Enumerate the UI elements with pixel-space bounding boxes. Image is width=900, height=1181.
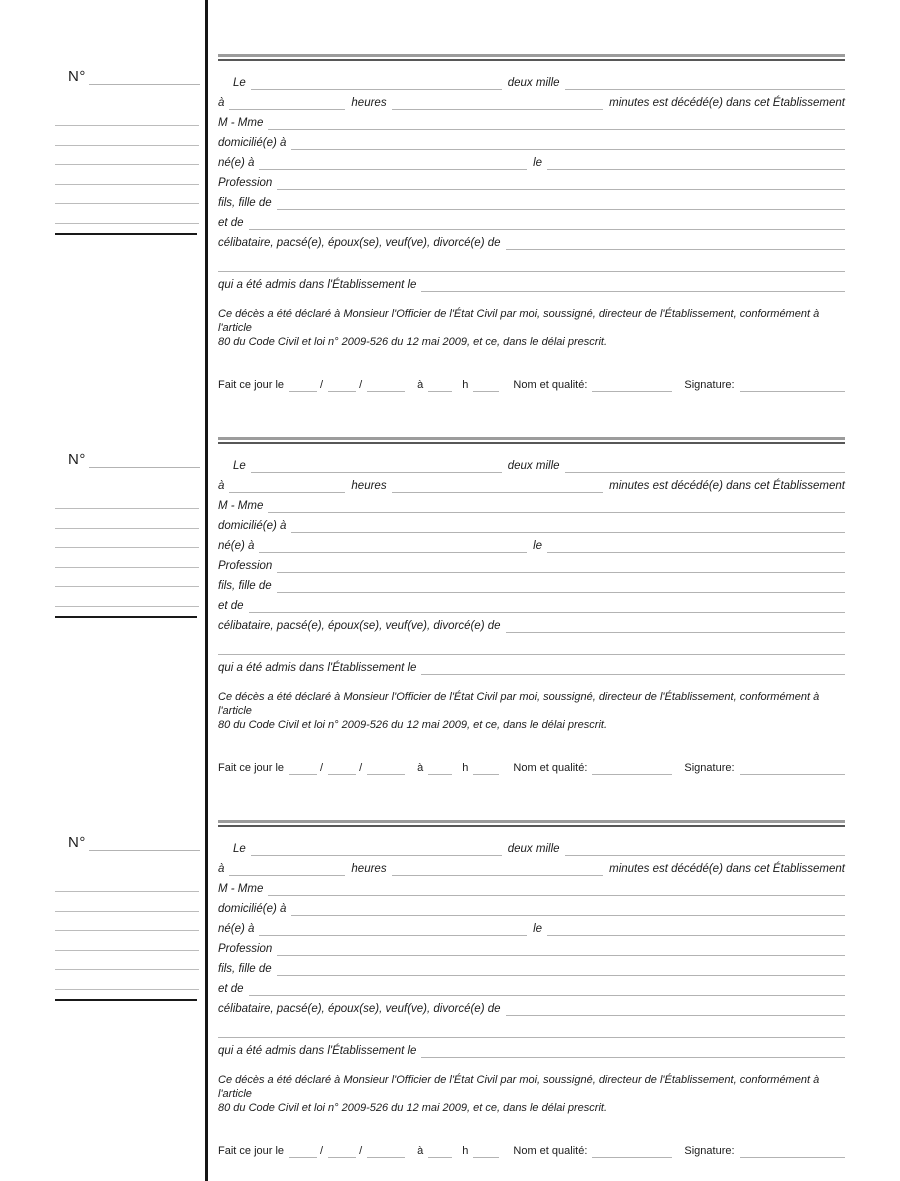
death-record-section [0,437,900,820]
a-label: à [218,479,225,492]
year-blank-line [367,769,405,775]
section-top-double-rule [218,54,845,61]
le-birth-label: le [533,922,543,935]
minutes-deces-label: minutes est décédé(e) dans cet Établissement [609,479,845,492]
deux-mille-label: deux mille [507,459,560,472]
day-blank-line [289,769,317,775]
row-date [218,453,845,473]
row-profession [218,553,845,573]
row-father [218,190,845,210]
mother-blank-line [249,990,845,996]
profession-blank-line [277,567,845,573]
declaration-line-2: 80 du Code Civil et loi n° 2009-526 du 12 mai 2009, et ce, dans le délai prescrit. [218,1102,608,1114]
birthdate-blank-line [547,164,845,170]
continuation-blank-line [218,266,845,272]
h-label: h [462,762,469,774]
death-record-section [0,820,900,1181]
nom-qualite-blank-line [592,386,672,392]
section-top-double-rule [218,820,845,827]
date-day-blank-line [251,467,502,473]
margin-note-line [55,606,199,607]
profession-label: Profession [218,176,273,189]
row-marital-status [218,230,845,250]
admission-date-blank-line [421,1052,845,1058]
margin-note-line [55,989,199,990]
a-label: à [218,862,225,875]
date-day-blank-line [251,84,502,90]
declaration-paragraph [218,1073,845,1115]
row-date [218,836,845,856]
continuation-blank-line [218,1032,845,1038]
celibataire-label: célibataire, pacsé(e), époux(se), veuf(ve), divorcé(e) de [218,1002,501,1015]
row-father [218,573,845,593]
signature-blank-line [740,1152,845,1158]
a-hour-label: à [417,379,424,391]
margin-note-line [55,950,199,951]
row-date [218,70,845,90]
et-de-label: et de [218,982,244,995]
et-de-label: et de [218,599,244,612]
row-continuation [218,250,845,272]
date-slash: / [359,762,363,774]
domicile-blank-line [291,144,845,150]
row-signature [218,376,845,392]
hours-blank-line [392,870,604,876]
margin-note-line [55,567,199,568]
row-profession [218,936,845,956]
birthplace-blank-line [259,930,527,936]
signature-blank-line [740,769,845,775]
declaration-line-1: Ce décès a été déclaré à Monsieur l'Officier de l'État Civil par moi, soussigné, directeur de l'Établissement, conformément à l'article [218,1074,820,1100]
deux-mille-label: deux mille [507,842,560,855]
row-profession [218,170,845,190]
section-top-double-rule [218,437,845,444]
hours-blank-line [392,487,604,493]
fait-ce-jour-label: Fait ce jour le [218,379,285,391]
record-number-row [68,448,200,468]
signature-blank-line [740,386,845,392]
h-label: h [462,379,469,391]
celibataire-label: célibataire, pacsé(e), époux(se), veuf(ve), divorcé(e) de [218,236,501,249]
minute-blank-line [473,769,499,775]
spouse-blank-line [506,244,845,250]
margin-column [55,54,200,437]
signature-label: Signature: [684,1145,735,1157]
day-blank-line [289,1152,317,1158]
row-continuation [218,633,845,655]
row-name [218,110,845,130]
death-record-section [0,54,900,437]
form-rows [218,453,845,775]
row-marital-status [218,996,845,1016]
birthplace-blank-line [259,547,527,553]
margin-divider-line [55,616,197,618]
a-hour-label: à [417,762,424,774]
margin-note-line [55,891,199,892]
row-mother [218,210,845,230]
record-number-blank-line [89,462,200,468]
row-continuation [218,1016,845,1038]
admis-label: qui a été admis dans l'Établissement le [218,278,417,291]
birthplace-blank-line [259,164,527,170]
le-label: Le [233,459,246,472]
row-domicile [218,513,845,533]
record-number-label: N° [68,834,86,851]
fait-ce-jour-label: Fait ce jour le [218,762,285,774]
row-birth [218,916,845,936]
year-blank-line [367,386,405,392]
deux-mille-label: deux mille [507,76,560,89]
le-label: Le [233,842,246,855]
father-blank-line [277,587,845,593]
fait-ce-jour-label: Fait ce jour le [218,1145,285,1157]
birthdate-blank-line [547,547,845,553]
minute-blank-line [473,386,499,392]
spouse-blank-line [506,627,845,633]
birthdate-blank-line [547,930,845,936]
form-rows [218,70,845,392]
margin-note-line [55,145,199,146]
spouse-blank-line [506,1010,845,1016]
margin-note-line [55,223,199,224]
margin-note-line [55,203,199,204]
month-blank-line [328,1152,356,1158]
day-blank-line [289,386,317,392]
time-place-blank-line [229,870,345,876]
m-mme-label: M - Mme [218,499,264,512]
margin-note-line [55,911,199,912]
row-birth [218,150,845,170]
celibataire-label: célibataire, pacsé(e), époux(se), veuf(ve), divorcé(e) de [218,619,501,632]
profession-label: Profession [218,942,273,955]
minutes-deces-label: minutes est décédé(e) dans cet Établissement [609,96,845,109]
row-birth [218,533,845,553]
row-admission [218,272,845,292]
record-form [218,820,845,1158]
margin-column [55,820,200,1181]
heures-label: heures [351,96,387,109]
declaration-line-2: 80 du Code Civil et loi n° 2009-526 du 12 mai 2009, et ce, dans le délai prescrit. [218,336,608,348]
margin-divider-line [55,999,197,1001]
domicilie-label: domicilié(e) à [218,519,287,532]
declaration-paragraph [218,690,845,732]
domicile-blank-line [291,527,845,533]
domicilie-label: domicilié(e) à [218,136,287,149]
row-admission [218,655,845,675]
name-blank-line [268,890,845,896]
margin-note-line [55,184,199,185]
record-form [218,54,845,392]
hours-blank-line [392,104,604,110]
date-year-blank-line [565,850,845,856]
month-blank-line [328,386,356,392]
declaration-line-1: Ce décès a été déclaré à Monsieur l'Officier de l'État Civil par moi, soussigné, directeur de l'Établissement, conformément à l'article [218,308,820,334]
year-blank-line [367,1152,405,1158]
ne-a-label: né(e) à [218,922,255,935]
month-blank-line [328,769,356,775]
time-place-blank-line [229,104,345,110]
record-number-row [68,65,200,85]
record-sections [0,54,900,1181]
admission-date-blank-line [421,286,845,292]
margin-note-line [55,586,199,587]
declaration-line-2: 80 du Code Civil et loi n° 2009-526 du 12 mai 2009, et ce, dans le délai prescrit. [218,719,608,731]
continuation-blank-line [218,649,845,655]
fils-fille-label: fils, fille de [218,962,272,975]
row-mother [218,976,845,996]
row-name [218,493,845,513]
record-form [218,437,845,775]
row-domicile [218,896,845,916]
father-blank-line [277,970,845,976]
row-signature [218,759,845,775]
profession-label: Profession [218,559,273,572]
date-slash: / [359,379,363,391]
fils-fille-label: fils, fille de [218,196,272,209]
fils-fille-label: fils, fille de [218,579,272,592]
declaration-paragraph [218,307,845,349]
row-admission [218,1038,845,1058]
margin-note-line [55,125,199,126]
margin-divider-line [55,233,197,235]
time-place-blank-line [229,487,345,493]
signature-label: Signature: [684,762,735,774]
domicile-blank-line [291,910,845,916]
admis-label: qui a été admis dans l'Établissement le [218,1044,417,1057]
record-number-blank-line [89,845,200,851]
nom-qualite-label: Nom et qualité: [513,379,588,391]
record-number-blank-line [89,79,200,85]
record-number-label: N° [68,451,86,468]
row-domicile [218,130,845,150]
name-blank-line [268,124,845,130]
date-slash: / [320,379,324,391]
profession-blank-line [277,950,845,956]
date-slash: / [359,1145,363,1157]
nom-qualite-blank-line [592,769,672,775]
margin-note-line [55,528,199,529]
le-birth-label: le [533,539,543,552]
heures-label: heures [351,862,387,875]
date-day-blank-line [251,850,502,856]
date-slash: / [320,762,324,774]
admis-label: qui a été admis dans l'Établissement le [218,661,417,674]
date-year-blank-line [565,467,845,473]
margin-note-line [55,547,199,548]
father-blank-line [277,204,845,210]
row-father [218,956,845,976]
et-de-label: et de [218,216,244,229]
minute-blank-line [473,1152,499,1158]
date-year-blank-line [565,84,845,90]
signature-label: Signature: [684,379,735,391]
a-hour-label: à [417,1145,424,1157]
a-label: à [218,96,225,109]
nom-qualite-label: Nom et qualité: [513,762,588,774]
hour-blank-line [428,769,452,775]
hour-blank-line [428,386,452,392]
record-number-label: N° [68,68,86,85]
le-birth-label: le [533,156,543,169]
nom-qualite-label: Nom et qualité: [513,1145,588,1157]
margin-column [55,437,200,820]
admission-date-blank-line [421,669,845,675]
row-name [218,876,845,896]
ne-a-label: né(e) à [218,156,255,169]
m-mme-label: M - Mme [218,116,264,129]
row-signature [218,1142,845,1158]
row-mother [218,593,845,613]
nom-qualite-blank-line [592,1152,672,1158]
form-rows [218,836,845,1158]
ne-a-label: né(e) à [218,539,255,552]
row-time [218,473,845,493]
record-number-row [68,831,200,851]
minutes-deces-label: minutes est décédé(e) dans cet Établissement [609,862,845,875]
margin-note-line [55,164,199,165]
le-label: Le [233,76,246,89]
h-label: h [462,1145,469,1157]
margin-note-line [55,969,199,970]
row-time [218,856,845,876]
heures-label: heures [351,479,387,492]
row-marital-status [218,613,845,633]
mother-blank-line [249,224,845,230]
margin-note-line [55,930,199,931]
mother-blank-line [249,607,845,613]
domicilie-label: domicilié(e) à [218,902,287,915]
profession-blank-line [277,184,845,190]
m-mme-label: M - Mme [218,882,264,895]
margin-note-line [55,508,199,509]
name-blank-line [268,507,845,513]
date-slash: / [320,1145,324,1157]
hour-blank-line [428,1152,452,1158]
row-time [218,90,845,110]
declaration-line-1: Ce décès a été déclaré à Monsieur l'Officier de l'État Civil par moi, soussigné, directeur de l'Établissement, conformément à l'article [218,691,820,717]
